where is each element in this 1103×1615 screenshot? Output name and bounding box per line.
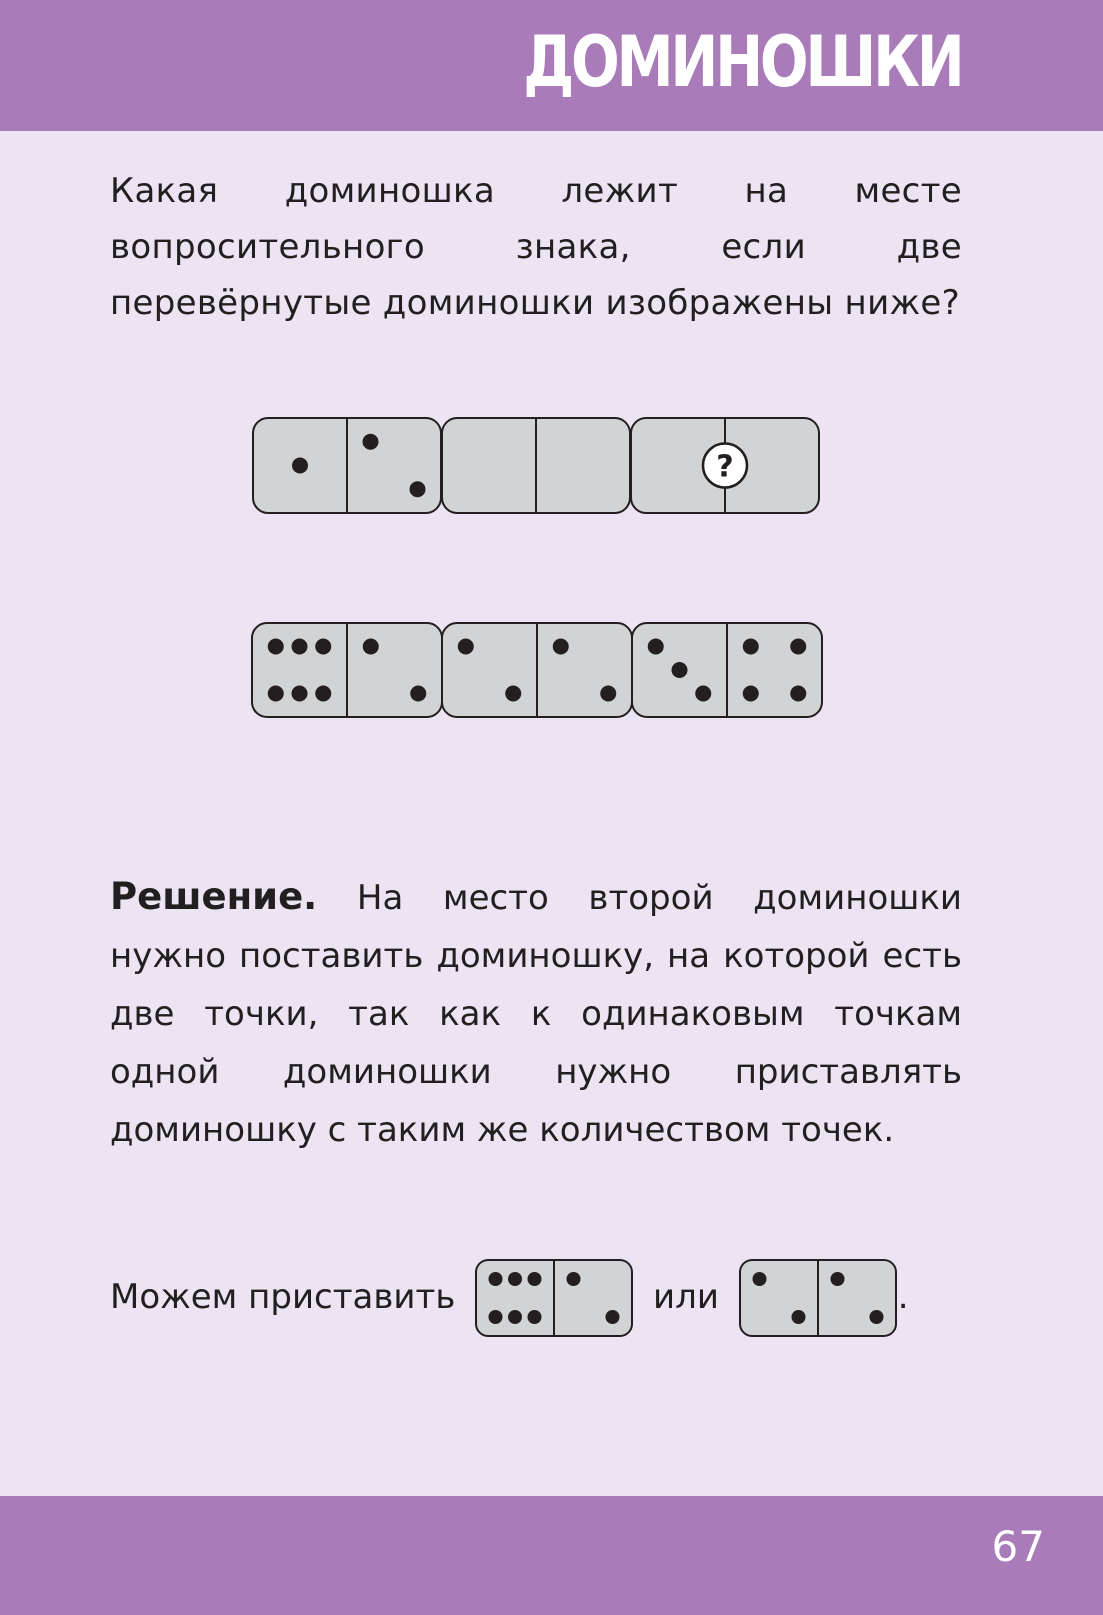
left-half-pip <box>505 686 521 702</box>
domino-0 <box>253 418 441 513</box>
right-half-pip <box>790 639 806 655</box>
right-half-pip <box>363 434 379 450</box>
conclusion-prefix: Можем приставить <box>110 1276 456 1317</box>
right-half-pip <box>830 1272 844 1286</box>
question-marker-text: ? <box>716 449 734 485</box>
left-half-pip <box>508 1310 522 1324</box>
footer-bar <box>0 1496 1103 1615</box>
solution-text: На место второй доминошки нужно поставить доминошку, на которой есть две точки, так как к одинаковым точкам одной доминошки нужно приставлять доминошку с таким же количеством точек. <box>110 878 963 1150</box>
right-half-pip <box>606 1310 620 1324</box>
left-half-pip <box>489 1272 503 1286</box>
right-half-pip <box>410 686 426 702</box>
bottom-domino-row <box>252 623 822 717</box>
conclusion-connector: или <box>653 1276 719 1317</box>
option-a-domino <box>474 1258 634 1338</box>
right-half-pip <box>567 1272 581 1286</box>
left-half-pip <box>648 639 664 655</box>
left-half-pip <box>292 639 308 655</box>
domino-1 <box>442 418 630 513</box>
domino-option-b <box>740 1260 896 1336</box>
conclusion-suffix: . <box>897 1276 909 1317</box>
domino-2 <box>632 623 822 717</box>
right-half-pip <box>869 1310 883 1324</box>
page-number: 67 <box>991 1522 1045 1571</box>
left-half-pip <box>268 686 284 702</box>
left-half-pip <box>292 458 308 474</box>
left-half-pip <box>458 639 474 655</box>
right-half-pip <box>743 639 759 655</box>
left-half-pip <box>528 1310 542 1324</box>
right-half-pip <box>790 686 806 702</box>
left-half-pip <box>508 1272 522 1286</box>
conclusion-line <box>110 1258 909 1338</box>
solution-paragraph <box>110 868 962 1159</box>
left-half-pip <box>791 1310 805 1324</box>
left-half-pip <box>752 1272 766 1286</box>
option-b-domino <box>738 1258 898 1338</box>
page-title: ДОМИНОШКИ <box>522 21 961 103</box>
left-half-pip <box>528 1272 542 1286</box>
right-half-pip <box>553 639 569 655</box>
domino-2 <box>631 418 819 513</box>
domino-option-a <box>476 1260 632 1336</box>
right-half-pip <box>363 639 379 655</box>
right-half-pip <box>410 481 426 497</box>
left-half-pip <box>489 1310 503 1324</box>
left-half-pip <box>315 686 331 702</box>
question-text: Какая доминошка лежит на месте вопросительного знака, если две перевёрнутые доминошки изображены ниже? <box>110 171 962 323</box>
domino-0 <box>252 623 442 717</box>
left-half-pip <box>292 686 308 702</box>
left-half-pip <box>315 639 331 655</box>
right-half-pip <box>743 686 759 702</box>
domino-1 <box>442 623 632 717</box>
top-domino-row <box>253 418 819 513</box>
solution-label: Решение. <box>110 875 318 918</box>
left-half-pip <box>672 662 688 678</box>
left-half-pip <box>695 686 711 702</box>
right-half-pip <box>600 686 616 702</box>
left-half-pip <box>268 639 284 655</box>
